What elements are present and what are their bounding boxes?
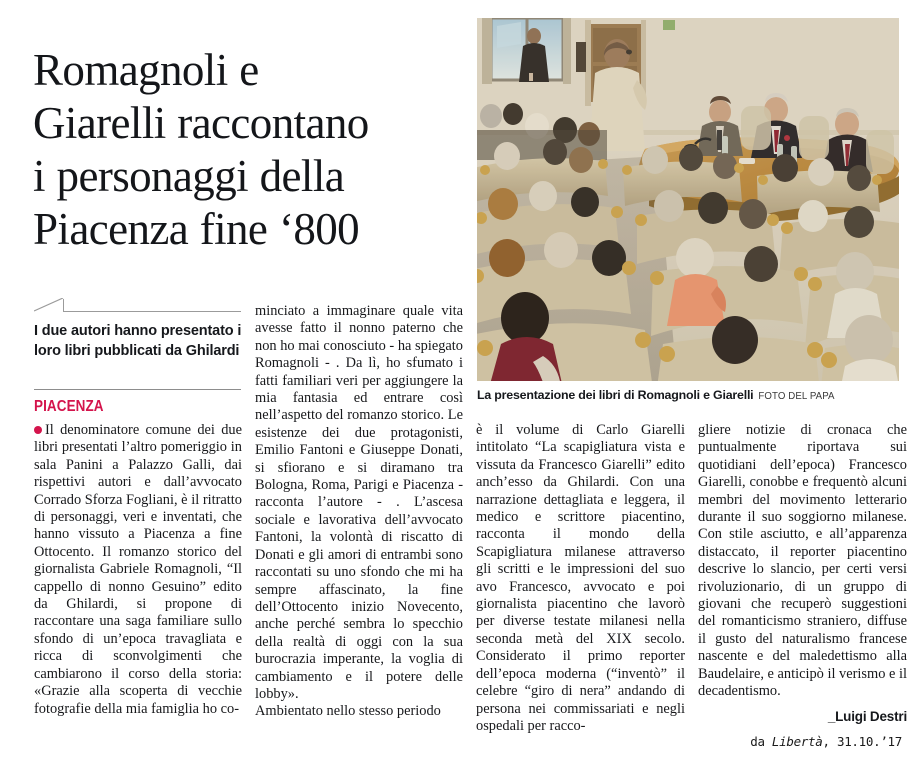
photo-caption — [477, 388, 902, 402]
conference-room-photo — [477, 18, 899, 381]
article-column-2 — [255, 303, 463, 721]
paragraph-col2b: Ambientato nello stesso periodo — [255, 703, 441, 720]
article-column-1 — [34, 422, 242, 718]
paragraph-col4: gliere notizie di cronaca che puntualmente riportava sui quotidiani dell’epoca) Francesco Giarelli, conobbe e frequentò alcuni membri del movimento letterario durante il suo soggiorno milanese. Con stile asciutto, e all’apparenza distaccato, il reporter piacentino descrive lo slancio, per certi versi rivoluzionario, di un gruppo di giovani che recuperò suggestioni del romanticismo straniero, diffuse il gusto del naturalismo francese nascente e del maledettismo alla Baudelaire, e anticipò il verismo e il decadentismo. — [698, 422, 907, 700]
section-label: PIACENZA — [34, 398, 104, 415]
source-date: , 31.10.’17 — [822, 734, 902, 749]
article-column-4 — [698, 422, 907, 725]
article-photo-container — [477, 18, 899, 381]
flag-diagonal-icon — [34, 298, 64, 312]
page-title — [33, 44, 463, 256]
col1-text: Il denominatore comune dei due libri presentati l’altro pomeriggio in sala Panini a Palazzo Galli, dai rispettivi autori e dall’avvocato Corrado Sforza Fogliani, è il ritratto di personaggi, veri e inventati, che hanno vissuto a Piacenza a fine Ottocento. Il romanzo storico del giornalista Gabriele Romagnoli, “Il cappello di nonno Gesuino” edito da Ghilardi, si propone di raccontare una saga familiare sullo sfondo di un’epoca travagliata e ricca di sconvolgimenti che cambiarono il corso della storia: «Grazie alla scoperta di vecchie fotografie della mia famiglia ho co- — [34, 422, 242, 717]
bullet-icon — [34, 426, 42, 434]
kicker-divider — [34, 389, 241, 390]
kicker-summary: I due autori hanno presentato i loro libri pubblicati da Ghilardi — [34, 323, 242, 359]
photo-caption-text: La presentazione dei libri di Romagnoli e Giarelli — [477, 388, 754, 402]
source-publication: Libertà — [771, 734, 823, 749]
photo-credit: FOTO DEL PAPA — [758, 391, 836, 402]
source-line — [750, 734, 902, 749]
headline-line-2: Giarelli raccontano — [33, 98, 369, 149]
headline-line-4: Piacenza fine ‘800 — [33, 204, 360, 255]
article-byline: _Luigi Destri — [827, 708, 907, 724]
flag-horizontal-rule — [63, 311, 241, 312]
source-prefix: da — [750, 734, 772, 749]
flag-rule-decoration — [34, 296, 241, 314]
paragraph-col3: è il volume di Carlo Giarelli intitolato “La scapigliatura vista e vissuta da Francesco Giarelli” edito anch’esso da Ghilardi. Con una narrazione dettagliata e leggera, il medico e scrittore piacentino, racconta il mondo della Scapigliatura milanese attraverso gli scritti e le impressioni del suo avo Francesco, avvocato e poi giornalista piacentino che lavorò per diverse testate milanesi nella seconda metà del XIX secolo. Considerato il primo reporter dell’epoca moderna (“inventò” il celebre “giro di nera” andando di persona nei commissariati e negli ospedali per racco- — [476, 422, 685, 734]
article-column-3 — [476, 422, 685, 735]
paragraph-col2: minciato a immaginare quale vita avesse fatto il nonno paterno che non ho mai conosciuto - ha spiegato Romagnoli - . Da lì, ho sfumato i fatti familiari veri per aggiungere la mia fantasia ed entrare così nell’aspetto del romanzo storico. Le esistenze dei due protagonisti, Emilio Fantoni e Giuseppe Donati, si sfiorano e si diramano tra Bologna, Roma, Parigi e Piacenza - racconta l’autore - . L’ascesa sociale e lavorativa dell’avvocato Fantoni, la volontà di riscatto di Donati e gli amori di entrambi sono raccontati su uno sfondo che mi ha sempre affascinato, la fine dell’Ottocento inizio Novecento, anche perché sembra lo specchio della realtà di oggi con la sua burocrazia imperante, la voglia di cambiamento e il potere delle lobby». — [255, 303, 463, 702]
paragraph-col1 — [34, 422, 242, 718]
headline-line-1: Romagnoli e — [33, 45, 259, 96]
headline-line-3: i personaggi della — [33, 151, 345, 202]
